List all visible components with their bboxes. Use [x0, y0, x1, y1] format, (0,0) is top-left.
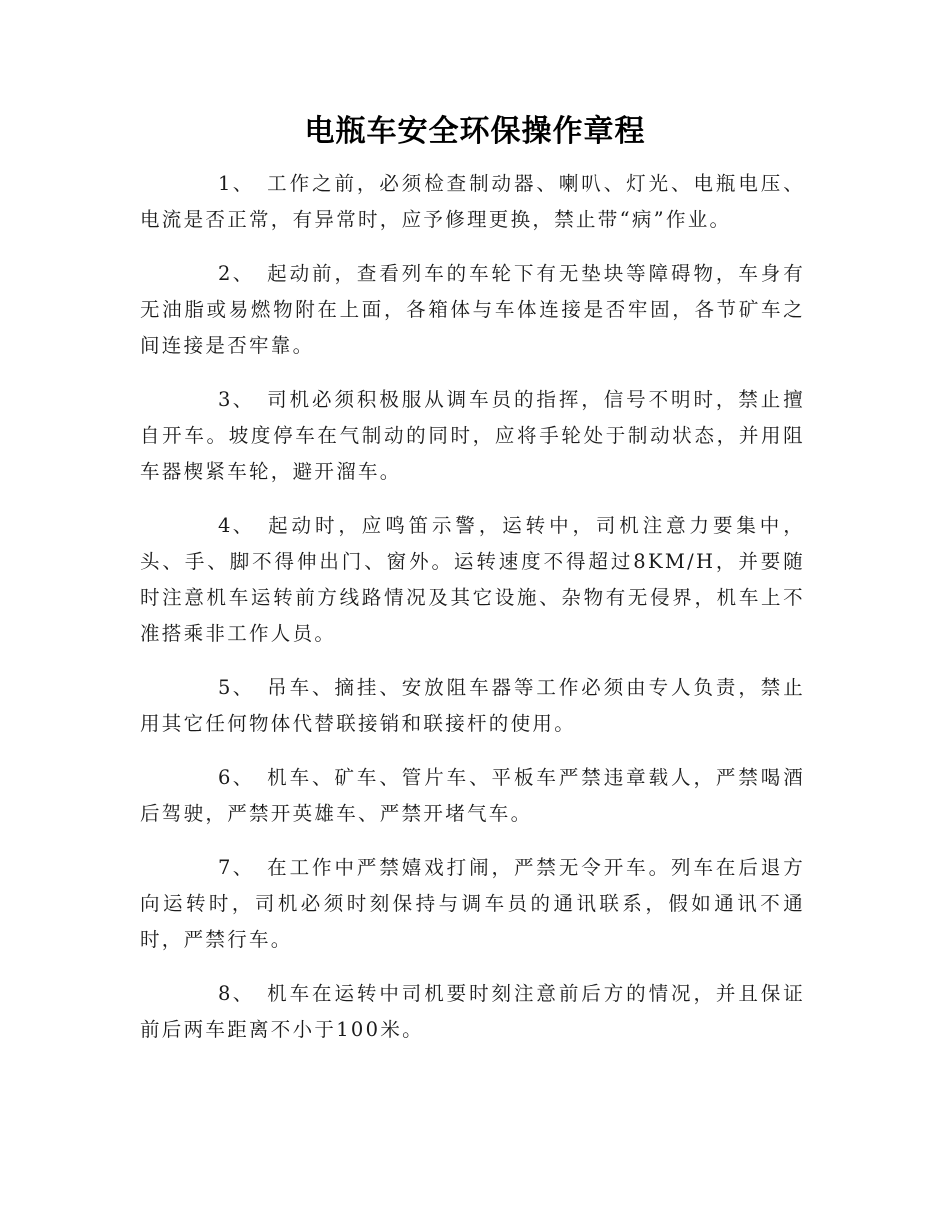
list-item	[140, 976, 805, 1048]
item-text: 机车在运转中司机要时刻注意前后方的情况，并且保证前后两车距离不小于100米。	[140, 982, 805, 1041]
item-number: 2、	[218, 262, 255, 285]
item-number: 8、	[218, 982, 255, 1005]
document-body	[140, 166, 805, 1066]
item-text: 起动前，查看列车的车轮下有无垫块等障碍物，车身有无油脂或易燃物附在上面，各箱体与车体连接是否牢固，各节矿车之间连接是否牢靠。	[140, 262, 805, 357]
item-number: 4、	[218, 514, 255, 537]
document-title: 电瓶车安全环保操作章程	[304, 114, 646, 149]
item-text: 在工作中严禁嬉戏打闹，严禁无令开车。列车在后退方向运转时，司机必须时刻保持与调车员的通讯联系，假如通讯不通时，严禁行车。	[140, 856, 805, 951]
item-text: 机车、矿车、管片车、平板车严禁违章载人，严禁喝酒后驾驶，严禁开英雄车、严禁开堵气车。	[140, 766, 805, 825]
list-item	[140, 256, 805, 364]
list-item	[140, 166, 805, 238]
item-number: 1、	[218, 172, 255, 195]
item-number: 3、	[218, 388, 255, 411]
list-item	[140, 382, 805, 490]
item-text: 吊车、摘挂、安放阻车器等工作必须由专人负责，禁止用其它任何物体代替联接销和联接杆的使用。	[140, 676, 805, 735]
item-text: 司机必须积极服从调车员的指挥，信号不明时，禁止擅自开车。坡度停车在气制动的同时，应将手轮处于制动状态，并用阻车器楔紧车轮，避开溜车。	[140, 388, 805, 483]
list-item	[140, 850, 805, 958]
item-number: 7、	[218, 856, 255, 879]
item-text: 工作之前，必须检查制动器、喇叭、灯光、电瓶电压、电流是否正常，有异常时，应予修理更换，禁止带“病”作业。	[140, 172, 805, 231]
list-item	[140, 760, 805, 832]
list-item	[140, 670, 805, 742]
item-number: 6、	[218, 766, 255, 789]
item-number: 5、	[218, 676, 255, 699]
item-text: 起动时，应鸣笛示警，运转中，司机注意力要集中，头、手、脚不得伸出门、窗外。运转速度不得超过8KM/H，并要随时注意机车运转前方线路情况及其它设施、杂物有无侵界，机车上不准搭乘非工作人员。	[140, 514, 805, 645]
list-item	[140, 508, 805, 652]
